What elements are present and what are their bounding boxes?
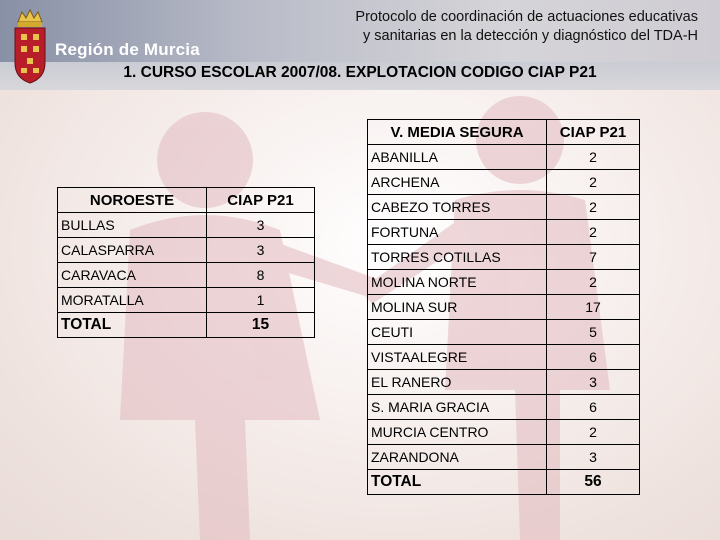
table-row <box>368 195 640 220</box>
row-name: CEUTI <box>368 320 547 345</box>
vega-media-segura-table <box>367 119 640 495</box>
table-row <box>368 445 640 470</box>
row-name: ABANILLA <box>368 145 547 170</box>
noroeste-table <box>57 187 315 338</box>
row-name: BULLAS <box>58 213 207 238</box>
total-row <box>368 470 640 495</box>
row-value: 3 <box>207 213 315 238</box>
row-name: ARCHENA <box>368 170 547 195</box>
row-value: 6 <box>547 395 640 420</box>
table-row <box>368 220 640 245</box>
row-value: 6 <box>547 345 640 370</box>
total-value: 15 <box>207 313 315 338</box>
table-row <box>58 288 315 313</box>
castle-1 <box>21 34 27 40</box>
protocol-title <box>218 8 698 46</box>
total-label: TOTAL <box>58 313 207 338</box>
page-subtitle: 1. CURSO ESCOLAR 2007/08. EXPLOTACION CODIGO CIAP P21 <box>123 64 597 81</box>
crown-band <box>18 22 42 27</box>
row-value: 2 <box>547 420 640 445</box>
table-row <box>368 245 640 270</box>
row-name: MOLINA SUR <box>368 295 547 320</box>
row-value: 3 <box>547 445 640 470</box>
row-value: 3 <box>547 370 640 395</box>
row-name: MORATALLA <box>58 288 207 313</box>
table-row <box>58 238 315 263</box>
table-row <box>368 295 640 320</box>
row-name: S. MARIA GRACIA <box>368 395 547 420</box>
row-value: 5 <box>547 320 640 345</box>
table-row <box>58 213 315 238</box>
castle-2 <box>33 34 39 40</box>
total-value: 56 <box>547 470 640 495</box>
row-name: CABEZO TORRES <box>368 195 547 220</box>
row-value: 8 <box>207 263 315 288</box>
row-name: ZARANDONA <box>368 445 547 470</box>
crown-shape <box>18 10 42 22</box>
region-logo-text: Región de Murcia <box>55 40 200 59</box>
castle-3 <box>21 46 27 52</box>
protocol-line-1: Protocolo de coordinación de actuaciones educativas <box>355 9 698 25</box>
row-value: 2 <box>547 195 640 220</box>
table-row <box>368 145 640 170</box>
row-value: 3 <box>207 238 315 263</box>
table-row <box>368 420 640 445</box>
row-name: CALASPARRA <box>58 238 207 263</box>
row-value: 2 <box>547 220 640 245</box>
table-header-row <box>368 120 640 145</box>
header <box>0 0 720 90</box>
table-row <box>368 270 640 295</box>
table-header-row <box>58 188 315 213</box>
row-value: 17 <box>547 295 640 320</box>
row-value: 2 <box>547 270 640 295</box>
row-name: VISTAALEGRE <box>368 345 547 370</box>
row-name: FORTUNA <box>368 220 547 245</box>
table-row <box>368 345 640 370</box>
row-name: MURCIA CENTRO <box>368 420 547 445</box>
table-row <box>368 170 640 195</box>
total-row <box>58 313 315 338</box>
total-label: TOTAL <box>368 470 547 495</box>
protocol-line-2: y sanitarias en la detección y diagnóstico del TDA-H <box>362 28 698 44</box>
code-header: CIAP P21 <box>207 188 315 213</box>
region-header: V. MEDIA SEGURA <box>368 120 547 145</box>
castle-4 <box>33 46 39 52</box>
table-row <box>368 320 640 345</box>
region-header: NOROESTE <box>58 188 207 213</box>
row-value: 2 <box>547 145 640 170</box>
code-header: CIAP P21 <box>547 120 640 145</box>
row-value: 2 <box>547 170 640 195</box>
table-row <box>58 263 315 288</box>
row-value: 7 <box>547 245 640 270</box>
row-name: CARAVACA <box>58 263 207 288</box>
table-row <box>368 395 640 420</box>
table-row <box>368 370 640 395</box>
row-name: MOLINA NORTE <box>368 270 547 295</box>
row-name: TORRES COTILLAS <box>368 245 547 270</box>
row-name: EL RANERO <box>368 370 547 395</box>
row-value: 1 <box>207 288 315 313</box>
